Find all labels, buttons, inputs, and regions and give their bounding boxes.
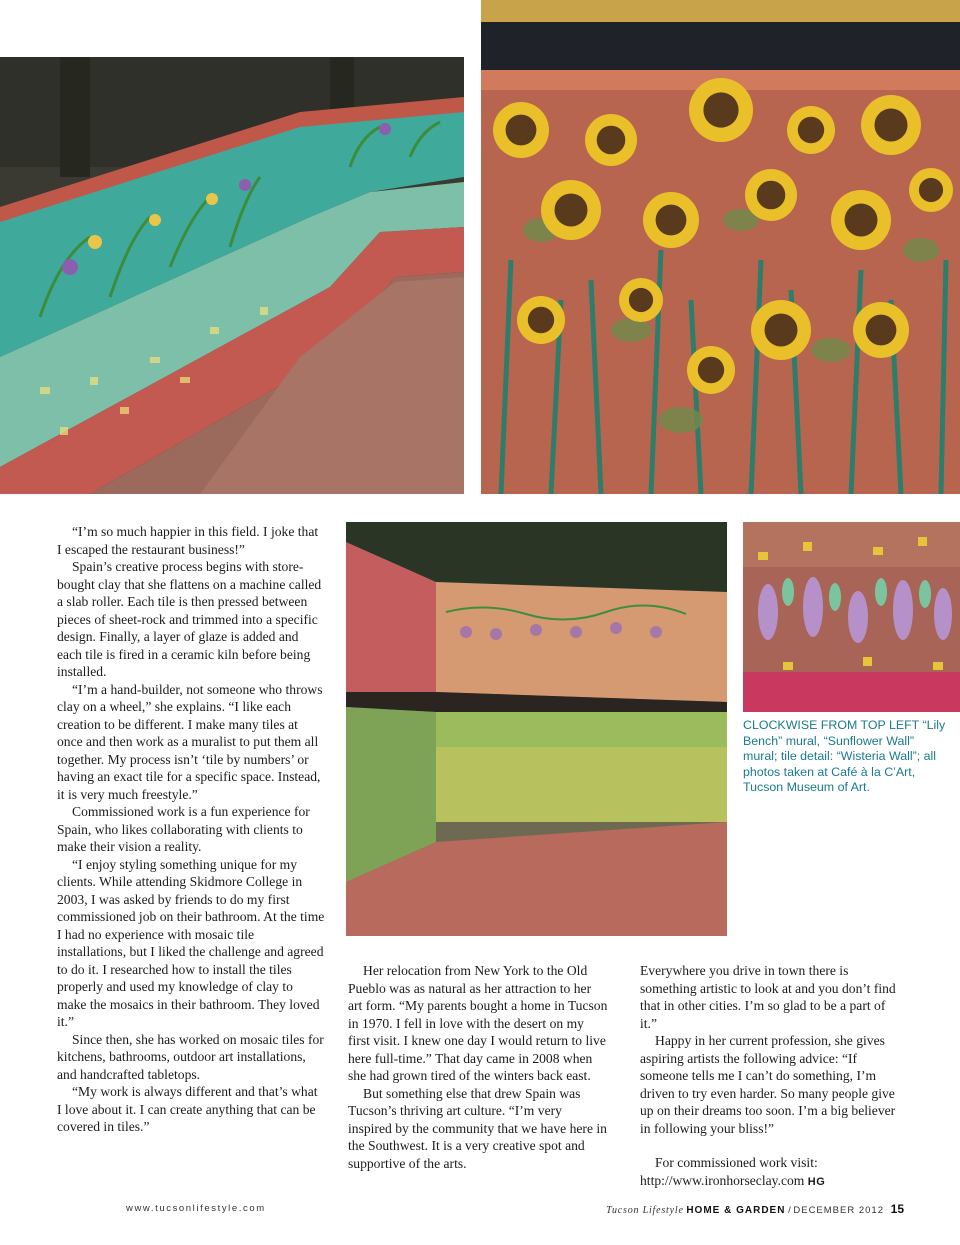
paragraph: “My work is always different and that’s what I love about it. I can create anything that can be covered in tiles.” [57,1084,318,1134]
cafe-courtyard-photo [346,522,727,936]
paragraph: “I’m so much happier in this field. I joke that I escaped the restaurant business!” [57,524,319,557]
page-number: 15 [890,1202,904,1216]
sunflower-center [555,194,588,227]
wisteria-detail-photo [743,522,960,712]
paragraph: “I enjoy styling something unique for my clients. While attending Skidmore College in 2003, I was asked by friends to do my first commissioned job on their bathroom. At the time I had no experience with mosaic tile installations, but I liked the challenge and agreed to do it. I researched how to install the tiles properly and used my knowledge of clay to make the mosaics in their bathroom. They loved it.” [57,856,325,1029]
footer-separator: / [788,1205,791,1216]
footer-section: HOME & GARDEN [686,1205,786,1216]
sunflower-center [597,126,626,155]
end-mark: HG [807,1175,826,1188]
footer-website: www.tucsonlifestyle.com [126,1203,266,1214]
lily-bench-photo [0,57,464,494]
sunflower-center [765,314,798,347]
sunflower-center [506,115,537,146]
sunflower-center [656,205,687,236]
sunflower-center [875,109,908,142]
sunflower-center [757,181,786,210]
contact-text: For commissioned work visit: http://www.ironhorseclay.com [640,1155,818,1188]
paragraph: Commissioned work is a fun experience for Spain, who likes collaborating with clients to make their vision a reality. [57,804,310,854]
article-column-3 [640,962,902,1191]
sunflower-center [703,92,738,127]
footer-folio [606,1202,904,1216]
article-column-2 [348,962,608,1172]
contact-paragraph [640,1154,902,1191]
sunflower-center [866,315,897,346]
footer-date: DECEMBER 2012 [793,1205,884,1216]
sunflower-center [845,204,878,237]
sunflower-center [629,288,653,312]
article-column-1 [57,523,325,1136]
sunflower-center [698,357,724,383]
paragraph: Everywhere you drive in town there is something artistic to look at and you don’t find that in other cities. I’m so glad to be a part of it.” [640,963,896,1031]
paragraph: Since then, she has worked on mosaic tiles for kitchens, bathrooms, outdoor art installations, and handcrafted tabletops. [57,1031,324,1082]
sunflower-center [919,178,943,202]
paragraph: Happy in her current profession, she gives aspiring artists the following advice: “If someone tells me I can’t do something, I’m driven to try even harder. So many people give up on their dreams too soon. I’m a big believer in following your bliss!” [640,1033,896,1136]
paragraph: But something else that drew Spain was Tucson’s thriving art culture. “I’m very inspired by the community that we have here in the Southwest. It is a very creative spot and supportive of the arts. [348,1085,607,1171]
footer-publication: Tucson Lifestyle [606,1205,684,1216]
photo-caption: CLOCKWISE FROM TOP LEFT “Lily Bench” mural, “Sunflower Wall” mural; tile detail: “Wisteria Wall”; all photos taken at Café à la C’Art, Tucson Museum of Art. [743,718,946,794]
sunflower-center [528,307,554,333]
paragraph: Her relocation from New York to the Old Pueblo was as natural as her attraction to her art form. “My parents bought a home in Tucson in 1970. I fell in love with the desert on my first visit. I knew one day I would return to live here full-time.” That day came in 2008 when she had grown tired of the winters back east. [348,963,608,1083]
paragraph: Spain’s creative process begins with store-bought clay that she flattens on a machine called a slab roller. Each tile is then pressed between pieces of sheet-rock and trimmed into a specific design. Finally, a layer of glaze is added and each tile is fired in a ceramic kiln before being installed. [57,559,322,679]
sunflower-center [798,117,824,143]
sunflower-wall-photo [481,0,960,494]
paragraph: “I’m a hand-builder, not someone who throws clay on a wheel,” she explains. “I like each creation to be different. I make many tiles at once and then work as a muralist to put them all together. My process isn’t ‘tile by numbers’ or having an exact tile for a specific space. Instead, it is very much freestyle.” [57,681,323,802]
